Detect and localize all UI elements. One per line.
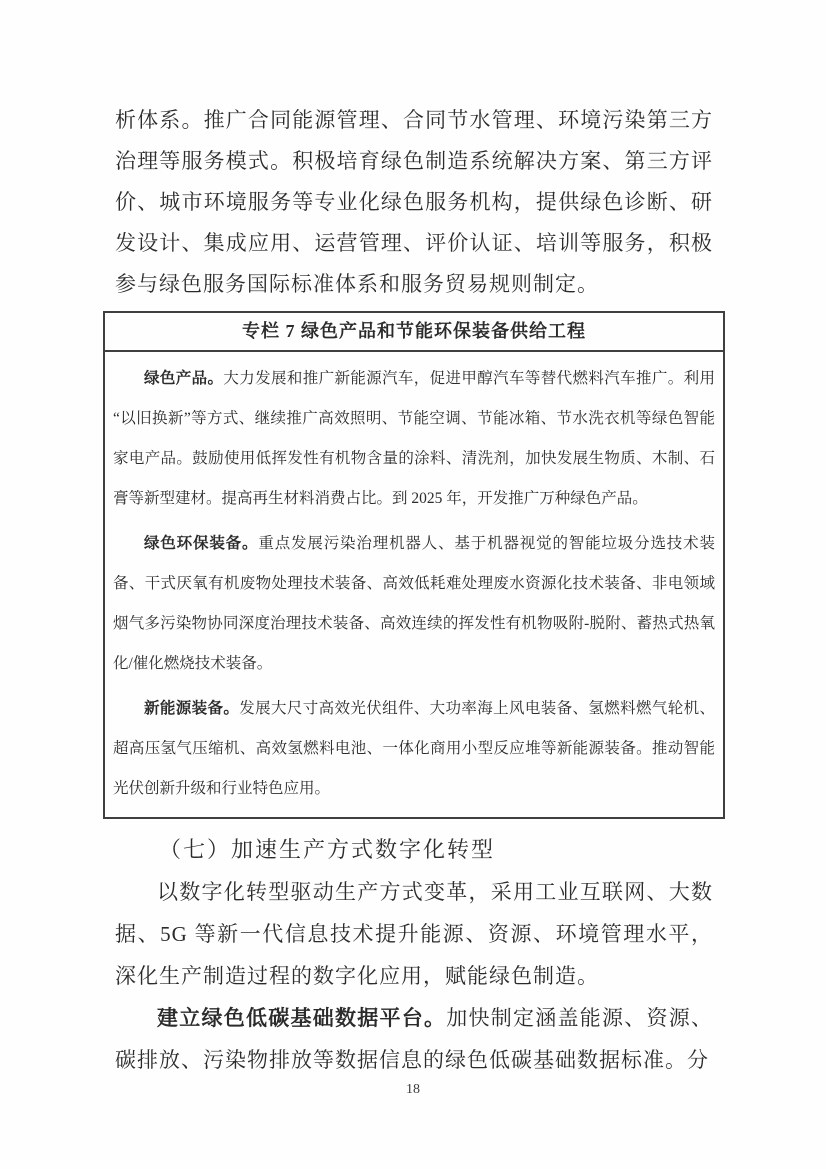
section-paragraph-lead: 建立绿色低碳基础数据平台。 xyxy=(157,1006,447,1030)
callout-box xyxy=(103,311,725,819)
callout-box-content xyxy=(105,352,723,817)
section-paragraph-text: 以数字化转型驱动生产方式变革，采用工业互联网、大数据、5G 等新一代信息技术提升能源、资源、环境管理水平，深化生产制造过程的数字化应用，赋能绿色制造。 xyxy=(115,880,713,988)
callout-paragraph-green-products xyxy=(113,359,715,519)
callout-paragraph-text: 发展大尺寸高效光伏组件、大功率海上风电装备、氢燃料燃气轮机、超高压氢气压缩机、高效氢燃料电池、一体化商用小型反应堆等新能源装备。推动智能光伏创新升级和行业特色应用。 xyxy=(113,700,715,797)
callout-paragraph-lead: 新能源装备。 xyxy=(144,700,240,717)
intro-paragraph: 析体系。推广合同能源管理、合同节水管理、环境污染第三方治理等服务模式。积极培育绿色制造系统解决方案、第三方评价、城市环境服务等专业化绿色服务机构，提供绿色诊断、研发设计、集成应用、运营管理、评价认证、培训等服务，积极参与绿色服务国际标准体系和服务贸易规则制定。 xyxy=(115,108,713,296)
page-number: 18 xyxy=(406,1082,420,1097)
section-paragraph xyxy=(115,997,713,1081)
callout-paragraph-new-energy-equipment xyxy=(113,689,715,809)
callout-paragraph-text: 重点发展污染治理机器人、基于机器视觉的智能垃圾分选技术装备、干式厌氧有机废物处理技术装备、高效低耗难处理废水资源化技术装备、非电领域烟气多污染物协同深度治理技术装备、高效连续的挥发性有机物吸附-脱附、蓄热式热氧化/催化燃烧技术装备。 xyxy=(113,535,715,672)
section-paragraph-text: 加快制定涵盖能源、资源、碳排放、污染物排放等数据信息的绿色低碳基础数据标准。分 xyxy=(115,1006,713,1072)
callout-paragraph-green-equipment xyxy=(113,524,715,684)
callout-paragraph-lead: 绿色环保装备。 xyxy=(144,535,259,552)
section-paragraph xyxy=(115,871,713,997)
callout-paragraph-lead: 绿色产品。 xyxy=(144,370,224,387)
callout-paragraph-text: 大力发展和推广新能源汽车，促进甲醇汽车等替代燃料汽车推广。利用“以旧换新”等方式、继续推广高效照明、节能空调、节能冰箱、节水洗衣机等绿色智能家电产品。鼓励使用低挥发性有机物含量的涂料、清洗剂，加快发展生物质、木制、石膏等新型建材。提高再生材料消费占比。到 2025 年，开发推广万种绿色产品。 xyxy=(113,370,715,507)
section-heading: （七）加速生产方式数字化转型 xyxy=(159,837,496,862)
callout-box-title: 专栏 7 绿色产品和节能环保装备供给工程 xyxy=(105,313,723,352)
